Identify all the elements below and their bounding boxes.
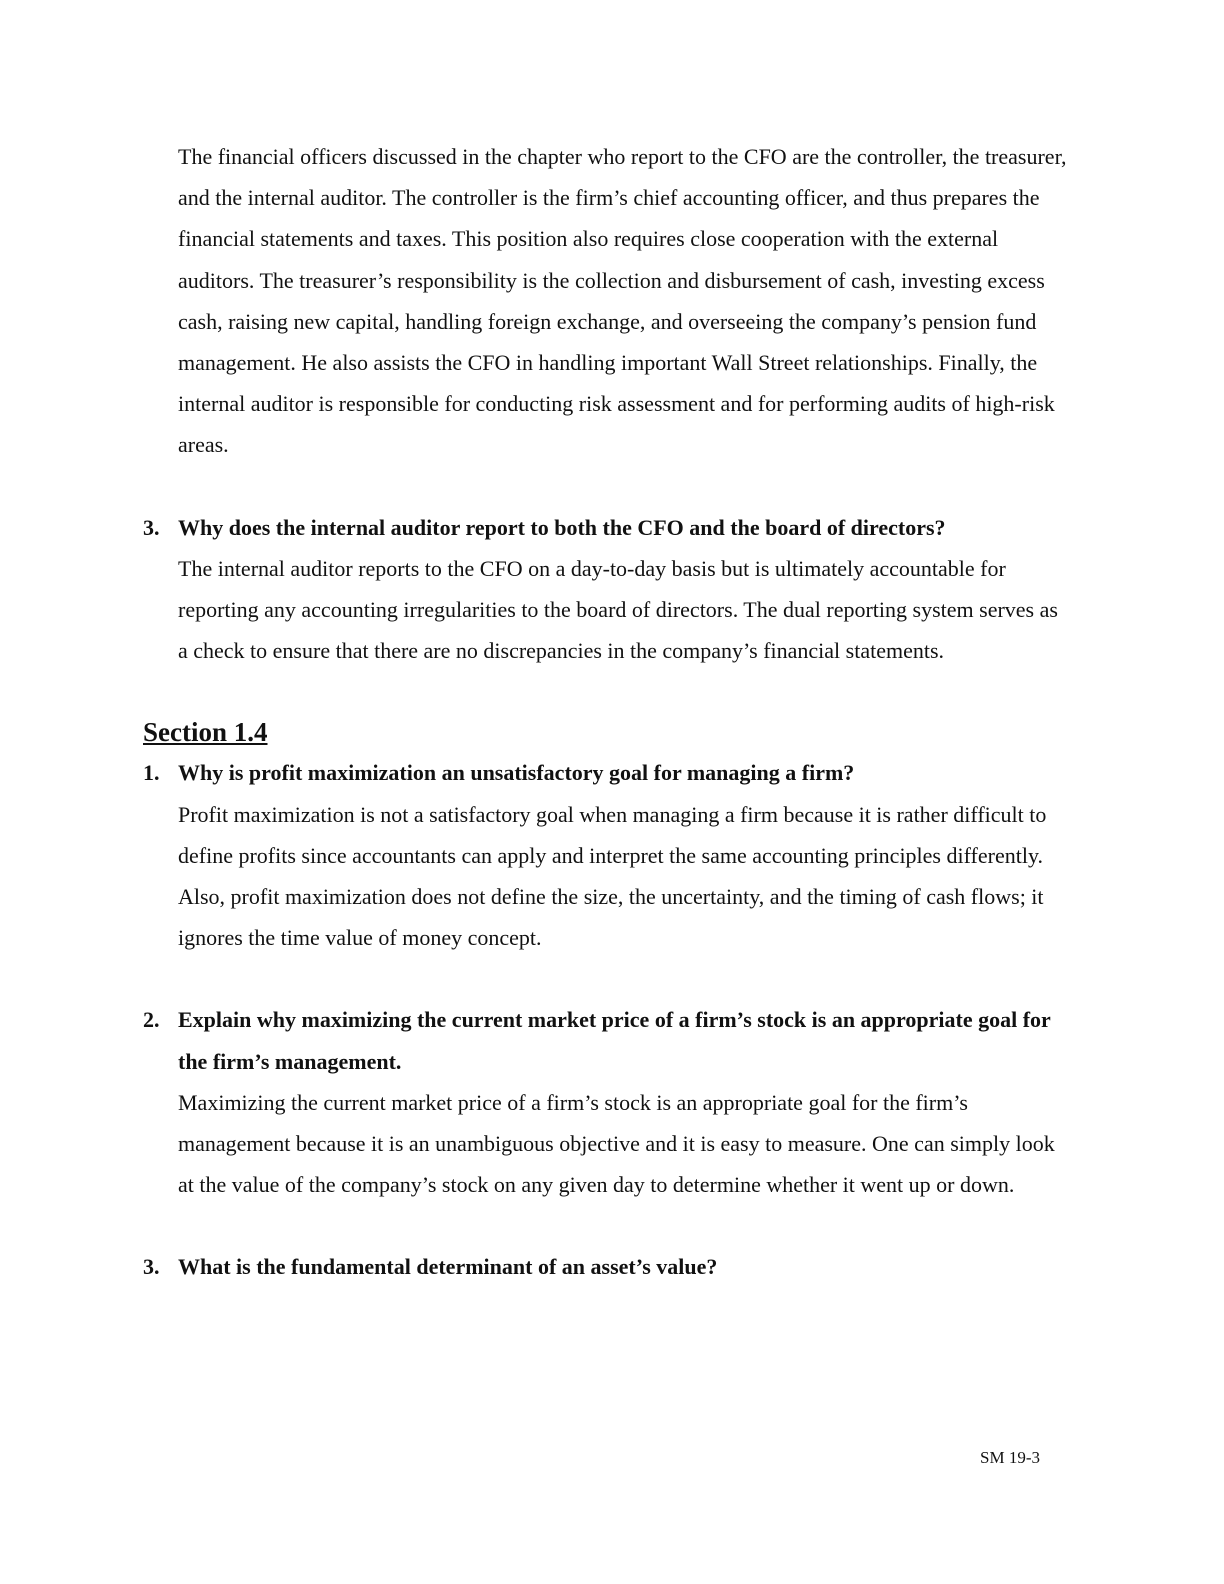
question-number: 3. [143, 514, 160, 540]
answer-text: The internal auditor reports to the CFO on a day-to-day basis but is ultimately accountable for reporting any accounting irregularities to the board of directors. The dual reporting system serves as a check to ensure that there are no discrepancies in the company’s financial statements. [178, 555, 1058, 664]
question-number: 3. [143, 1254, 160, 1280]
question-item [143, 752, 1083, 958]
spacer [143, 958, 1083, 999]
question-number: 2. [143, 1007, 160, 1033]
question-body [178, 752, 1068, 958]
section-heading: Section 1.4 [143, 717, 268, 748]
question-text: Explain why maximizing the current market price of a firm’s stock is an appropriate goal for the firm’s management. [178, 1007, 1051, 1074]
page-number: SM 19-3 [980, 1448, 1040, 1467]
spacer [143, 671, 1083, 712]
spacer [143, 1205, 1083, 1246]
question-body [178, 999, 1068, 1205]
question-text: Why does the internal auditor report to both the CFO and the board of directors? [178, 514, 946, 540]
question-item [143, 507, 1083, 672]
question-text: What is the fundamental determinant of an asset’s value? [178, 1254, 718, 1280]
question-body [178, 507, 1068, 672]
answer-text: Maximizing the current market price of a firm’s stock is an appropriate goal for the firm’s management because it is an unambiguous objective and it is easy to measure. One can simply look at the value of the company’s stock on any given day to determine whether it went up or down. [178, 1089, 1055, 1198]
spacer [143, 466, 1083, 507]
answer-text: Profit maximization is not a satisfactory goal when managing a firm because it is rather difficult to define profits since accountants can apply and interpret the same accounting principles differently. Also, profit maximization does not define the size, the uncertainty, and the timing of cash flows; it ignores the time value of money concept. [178, 801, 1047, 951]
question-text: Why is profit maximization an unsatisfactory goal for managing a firm? [178, 760, 855, 786]
question-body [178, 1246, 1068, 1287]
question-number: 1. [143, 760, 160, 786]
intro-paragraph: The financial officers discussed in the chapter who report to the CFO are the controller, the treasurer, and the internal auditor. The controller is the firm’s chief accounting officer, and thus prepares the financial statements and taxes. This position also requires close cooperation with the external auditors. The treasurer’s responsibility is the collection and disbursement of cash, investing excess cash, raising new capital, handling foreign exchange, and overseeing the company’s pension fund management. He also assists the CFO in handling important Wall Street relationships. Finally, the internal auditor is responsible for conducting risk assessment and for performing audits of high-risk areas. [178, 144, 1067, 458]
question-item [143, 1246, 1083, 1287]
question-item [143, 999, 1083, 1205]
page-content [143, 136, 1083, 1288]
